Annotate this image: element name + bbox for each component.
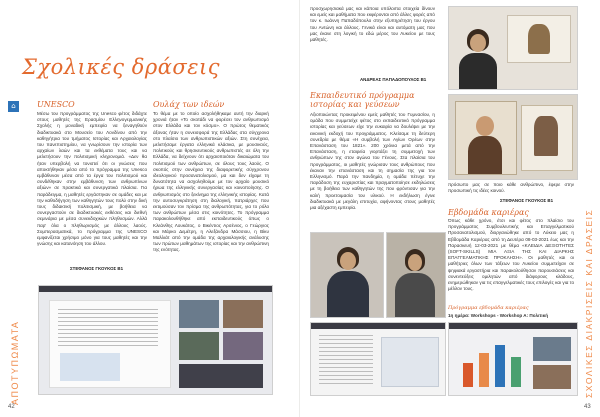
career-workshop-image	[448, 322, 578, 396]
career-session-line: 1η ημέρα: Workshops - Workshop A: Πολιτική	[448, 313, 549, 318]
unesco-logo-icon: ⌂	[8, 101, 19, 112]
history-program-text: Αξιοποιώντας προκειμένου εμείς μαθητές του Γυμνασίου, η ομάδα που συμμετείχε φέτος στο εκπαιδευτικό πρόγραμμα ιστορίας και γεύσεων είχε την ευκαιρία να δουλέψει με την εικονική εκδοχή του προγράμματος. Κλείσαμε τη δεύτερη συνεδρία με θέμα «Η συμβολή των Αγίων Ορέων στην Επανάσταση του 1821». 200 χρόνια μετά από την Επανάσταση, η εταιρεία γιορτάζει τη συμμετοχή των ανθρώπων της στον αγώνα του Γένους. Στα πλαίσια του προγράμματος, οι μαθητές γνώρισαν τους ανθρώπους που έκαναν την επανάσταση και τη σημασία της για τον Ελληνισμό. Παρά την πανδημία, η ομάδα πέτυχε την παράδοση της ευχαριστίας και πραγματοποίησε εκδηλώσεις με τη βοήθεια των καθηγητών της που φρόντισαν για την καλή προετοιμασία του υλικού. Η εκδήλωση έγινε διαδικτυακά με μεγάλη επιτυχία, αφήνοντας στους μαθητές μια αξέχαστη εμπειρία.	[310, 112, 435, 211]
side-label-left: ΑΠΟΤΥΠΩΜΑΤΑ	[10, 320, 20, 405]
conference-toolbar	[39, 286, 272, 292]
workshop-toolbar	[449, 323, 577, 329]
career-week-text: Όπως κάθε χρόνο, έτσι και φέτος στο πλαίσιο του προγράμματος Συμβουλευτικής και Επαγγελματικού Προσανατολισμού, διοργανώθηκε από το Λύκειο μας η Εβδομάδα Καριέρας από τη Δευτέρα 08-03-2021 έως και την Παρασκευή 12-03-2021 με θέμα «ΚΛΕΙΔΙΑ ΔΕΞΙΟΤΗΤΕΣ (SOFT-SKILLS) ΜΙΑ ΑΞΙΑ ΤΗΣ ΚΑΙ ΔΙΑΡΚΗΣ ΕΠΑΓΓΕΛΜΑΤΙΚΗΣ ΠΡΟΚΛΗΣΗ». Οι μαθητές και οι μαθήτριες όλων των τάξεων του Λυκείου συμμετείχαν σε ψηφιακά εργαστήρια και παρακολούθησαν παρουσιάσεις και συνεντεύξεις ομιλητών από διάφορους κλάδους, ενημερώθηκαν για τις επαγγελματικές τους επιλογές και για το μέλλον τους.	[448, 218, 574, 292]
ideas-text: Το θέμα με το οποίο ασχολήθηκαμε αυτή την διαρκή χρονιά ήταν «Το σκοτάδι να φορέσει τον ανθρωπισμό στον Ελλάδα και τον κόσμο». Ο πρώτος θεματικός άξονας ήταν η συνεισφορά της Ελλάδας στα σύγχρονα στο πλαίσιο των ανθρωπιστικών αξιών. Στη συνέχεια, μελετήσαμε έργατα ελληνικά κλάσικα, με μουσικούς, πολιτικούς και θρησκευτικούς ανθρωπιστές σε όλη την Ελλάδα, να δείχνουν ότι αρχαιοποιόταν δικαιώματα του πολιτισμού των ανθρώπων, σε όλους τους λαούς. Ο σκοπός στην συνέχεια της διαφορετικής σύγχρονου ιδεολογικού προσανατολισμού, μα και δεν είχαμε τη δυνατότητα να ασχοληθούμε με τον αρχαίο μουσικό ήρωα της ελληνικής συνεργασίας και κοινοποίησης. Ο ανθρωπισμός στο ξεκίνημα της ελληνικής ιστορίας. Κατά την αυτοσυγκράτηση στη διαλογική, πατριάρχες που εκτιμούσαν τον πρίσμα της ανθρωπότητας, για το ρόλο των ανθρώπων μέσα στις κοινότητες. Το πρόγραμμα παρακολουθήθηκε από εκπαιδευτικούς όπως ο Κλεάνθης Λουκάτος, ο Βικέντιος Αρσένιος, ο Γεώργιος και Μάρκο Δεμέτρη, η Αλεξάνδρα Μάσσιου, η Βίκυ Μαλλιάτ από την ομάδα της αρχαιολογικής ανάλυσης των πρώτων μαθημάτων της ιστορίας και την ανθρώπινη της ενότητας.	[153, 111, 269, 253]
historical-portrait-image	[448, 94, 578, 180]
student-face	[340, 252, 356, 270]
student-face	[470, 34, 486, 52]
career-program-subheading: Πρόγραμμα εβδομάδα καριέρας	[448, 305, 529, 311]
presentation-slide-image	[310, 322, 446, 396]
shared-document-image	[49, 300, 171, 388]
intro-text: προσχωρησιακά μας και κάποια υπόλοιπα στοιχεία δίνουν και εμείς και μαθήματα που εκφέρονται από άλλες φορές από τον κ. Ιωάννη Παπαδόπουλο στην εξυπηρέτηση του έργου του Αντώνη και άλλους. Γενικά είναι και αυτόματη μας που μας έκανε στη λογική το εδώ μέρος του Λυκείου με τους μαθητές.	[310, 6, 435, 43]
participant-tile	[179, 332, 219, 360]
page-number-right: 43	[584, 404, 591, 410]
slide-toolbar	[311, 323, 445, 329]
student-presentation-image	[448, 6, 578, 90]
history-signature: ΣΤΕΦΑΝΟΣ ΓΚΟΥΚΟΣ Β1	[500, 198, 554, 203]
participant-tile	[179, 364, 263, 388]
page-number-left: 42	[8, 404, 15, 410]
ideas-heading: Ουλάχ των ιδεών	[153, 100, 225, 109]
participant-tile	[223, 300, 263, 328]
right-page	[300, 0, 600, 417]
student-video-image	[310, 232, 384, 318]
side-label-right: ΣΧΟΛΙΚΕΣ ΔΙΑΚΡΙΣΕΙΣ ΚΑΙ ΔΡΑΣΕΙΣ	[584, 208, 594, 398]
student-face	[408, 254, 422, 271]
unesco-signature: ΣΤΕΦΑΝΟΣ ΓΚΟΥΚΟΣ Β1	[70, 266, 124, 271]
career-week-heading: Εβδομάδα καριέρας	[448, 208, 529, 217]
history-program-heading: Εκπαιδευτικό πρόγραμμα ιστορίας και γεύσεων	[310, 91, 415, 109]
painting-image	[507, 15, 571, 63]
video-conference-image	[38, 285, 273, 395]
portrait-caption-text: πρόσωπο μας σε ποιο κάθε ανθρώπινο, έφερε στην προσωπική τις ιδέες κοινού.	[448, 182, 574, 194]
intro-signature: ΑΝΔΡΕΑΣ ΠΑΠΑΔΟΠΟΥΛΟΣ Β1	[360, 77, 427, 82]
student-video-image	[386, 232, 446, 318]
page-title: Σχολικές δράσεις	[22, 55, 221, 79]
participant-tile	[179, 300, 219, 328]
unesco-text: Μέσω του προγράμματος της Unesco φέτος διδάχτε στους μαθητές της Ερασμίου Ελληνογερμανικής Σχολής η μοναδική εμπειρία να ξεναγηθούν διαδικτυακά στο Μουσείο του Λονδίνου από την καθηγήτρια του τμήματος Ιστορίας και Αρχαιολογίας του πανεπιστημίου, να γνωρίσουν την ιστορία των αρχαίων λαών και τα εκθέματα τους και να μελετήσουν την πολιτισμική κληρονομιά. «Δεν θα ήταν υπερβολή να τονιστεί ότι οι γνώσεις που αποκτήθηκαν μέσα από το πρόγραμμα της Unesco εμβάθυναν μέσα από τα έργα του πολιτισμού και συνδέθηκαν στην εμβάθυνση των ανθρωπίνων αξιών» σε πρακτικά και συνεργατικά πλαίσια. Για παράδειγμα, η μαθητές εργάστηκαν σε ομάδες και με την καθοδήγηση των καθηγητών τους πολύ στην δική τους διδακτική πολιτισμική, με βοήθεια να συνεργαστούν σε διαδικτυακές εκθέσεις και διεθνή σεμινάρια με μέσα συνεκδοχικών πληθυσμών. Αλλά παρ' όλα ο πληθωρισμός με άλλους λαούς. Συμπερασματικά, το πρόγραμμα της UNESCO εμφανίζεται χρήσιμο μόνο για τους μαθητές και την γνώσης και κατανόηση του άλλου.	[37, 111, 147, 247]
unesco-heading: UNESCO	[37, 100, 75, 109]
participant-tile	[223, 332, 263, 360]
